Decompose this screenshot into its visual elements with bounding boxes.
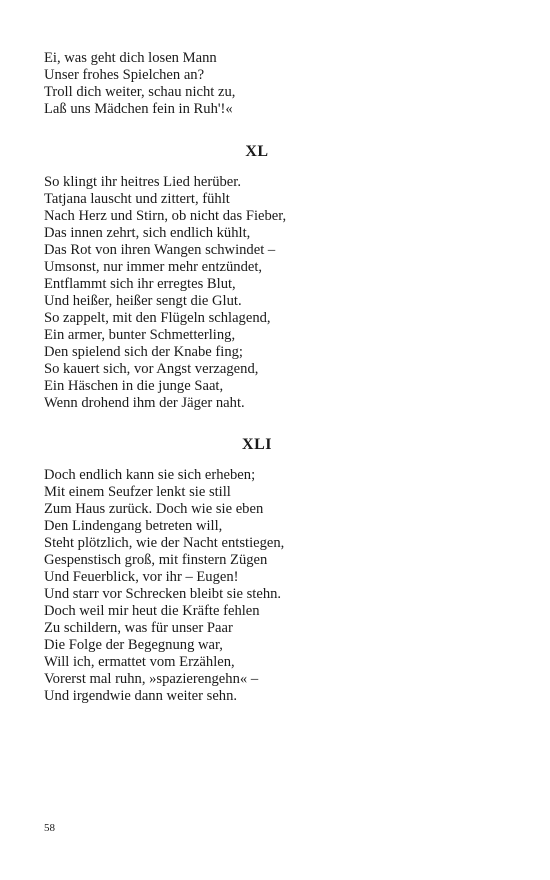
verse-line: Das Rot von ihren Wangen schwindet –	[44, 242, 276, 258]
stanza-xli	[44, 467, 514, 705]
verse-line: Und Feuerblick, vor ihr – Eugen!	[44, 569, 239, 585]
verse-line: So zappelt, mit den Flügeln schlagend,	[44, 310, 271, 326]
verse-line: Und heißer, heißer sengt die Glut.	[44, 293, 242, 309]
stanza-heading-xli: XLI	[242, 436, 272, 453]
page-number: 58	[44, 822, 55, 834]
page-body	[44, 50, 514, 705]
verse-line: Laß uns Mädchen fein in Ruh'!«	[44, 101, 233, 117]
verse-line: Ein armer, bunter Schmetterling,	[44, 327, 236, 343]
verse-line: Ei, was geht dich losen Mann	[44, 50, 217, 66]
verse-line: So kauert sich, vor Angst verzagend,	[44, 361, 259, 377]
verse-line: Den spielend sich der Knabe fing;	[44, 344, 243, 360]
verse-line: Die Folge der Begegnung war,	[44, 637, 223, 653]
verse-line: So klingt ihr heitres Lied herüber.	[44, 174, 241, 190]
verse-line: Unser frohes Spielchen an?	[44, 67, 205, 83]
verse-line: Doch weil mir heut die Kräfte fehlen	[44, 603, 260, 619]
verse-line: Troll dich weiter, schau nicht zu,	[44, 84, 236, 100]
verse-line: Steht plötzlich, wie der Nacht entstiegen,	[44, 535, 285, 551]
stanza-xl	[44, 174, 514, 412]
verse-line: Mit einem Seufzer lenkt sie still	[44, 484, 231, 500]
verse-line: Ein Häschen in die junge Saat,	[44, 378, 224, 394]
verse-line: Den Lindengang betreten will,	[44, 518, 223, 534]
verse-line: Zum Haus zurück. Doch wie sie eben	[44, 501, 264, 517]
verse-line: Und starr vor Schrecken bleibt sie stehn.	[44, 586, 282, 602]
stanza-song-ending	[44, 50, 514, 118]
stanza-heading-xl: XL	[245, 143, 269, 160]
verse-line: Will ich, ermattet vom Erzählen,	[44, 654, 235, 670]
verse-line: Entflammt sich ihr erregtes Blut,	[44, 276, 236, 292]
verse-line: Und irgendwie dann weiter sehn.	[44, 688, 238, 704]
verse-line: Das innen zehrt, sich endlich kühlt,	[44, 225, 251, 241]
verse-line: Tatjana lauscht und zittert, fühlt	[44, 191, 230, 207]
verse-line: Umsonst, nur immer mehr entzündet,	[44, 259, 263, 275]
verse-line: Zu schildern, was für unser Paar	[44, 620, 233, 636]
verse-line: Wenn drohend ihm der Jäger naht.	[44, 395, 245, 411]
verse-line: Gespenstisch groß, mit finstern Zügen	[44, 552, 268, 568]
verse-line: Vorerst mal ruhn, »spazierengehn« –	[44, 671, 259, 687]
verse-line: Nach Herz und Stirn, ob nicht das Fieber,	[44, 208, 287, 224]
verse-line: Doch endlich kann sie sich erheben;	[44, 467, 256, 483]
